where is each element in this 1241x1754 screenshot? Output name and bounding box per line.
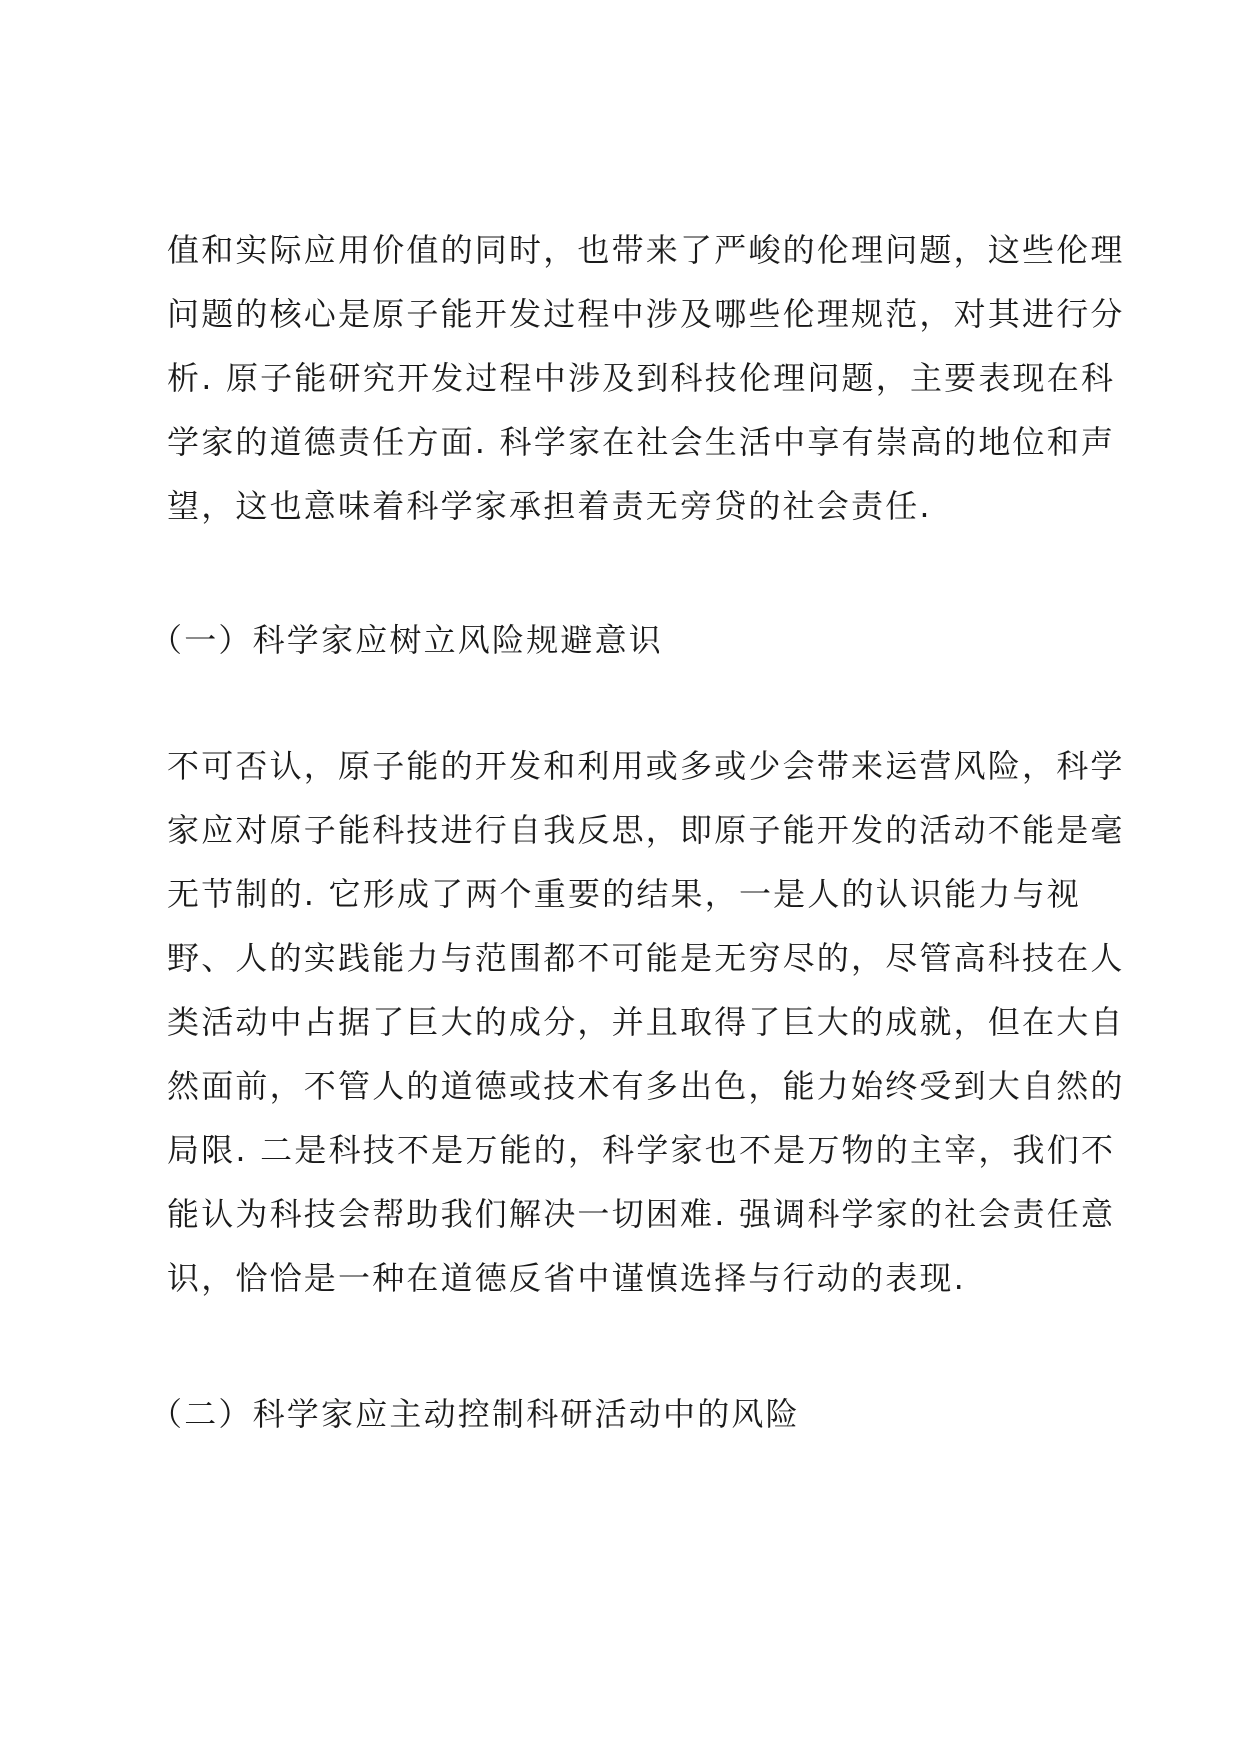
paragraph-line: 野、人的实践能力与范围都不可能是无穷尽的，尽管高科技在人	[167, 939, 1125, 977]
paragraph-line: 局限. 二是科技不是万能的，科学家也不是万物的主宰，我们不	[167, 1131, 1116, 1169]
paragraph-line: 家应对原子能科技进行自我反思，即原子能开发的活动不能是毫	[167, 811, 1125, 849]
paragraph-1	[167, 218, 1125, 538]
paragraph-line: 能认为科技会帮助我们解决一切困难. 强调科学家的社会责任意	[167, 1195, 1116, 1233]
paragraph-line: 然面前，不管人的道德或技术有多出色，能力始终受到大自然的	[167, 1067, 1125, 1105]
paragraph-line: 问题的核心是原子能开发过程中涉及哪些伦理规范，对其进行分	[167, 295, 1125, 333]
paragraph-line: 不可否认，原子能的开发和利用或多或少会带来运营风险，科学	[167, 747, 1125, 785]
paragraph-line: 识，恰恰是一种在道德反省中谨慎选择与行动的表现.	[167, 1259, 966, 1297]
paragraph-2	[167, 734, 1125, 1310]
paragraph-line: 学家的道德责任方面. 科学家在社会生活中享有崇高的地位和声	[167, 423, 1116, 461]
paragraph-line: 析. 原子能研究开发过程中涉及到科技伦理问题，主要表现在科	[167, 359, 1116, 397]
paragraph-line: 无节制的. 它形成了两个重要的结果，一是人的认识能力与视	[167, 875, 1081, 913]
paragraph-line: 望，这也意味着科学家承担着责无旁贷的社会责任.	[167, 487, 932, 525]
section-heading-2: （二）科学家应主动控制科研活动中的风险	[150, 1395, 800, 1433]
section-heading-1: （一）科学家应树立风险规避意识	[150, 621, 664, 659]
paragraph-line: 类活动中占据了巨大的成分，并且取得了巨大的成就，但在大自	[167, 1003, 1125, 1041]
paragraph-line: 值和实际应用价值的同时，也带来了严峻的伦理问题，这些伦理	[167, 231, 1125, 269]
